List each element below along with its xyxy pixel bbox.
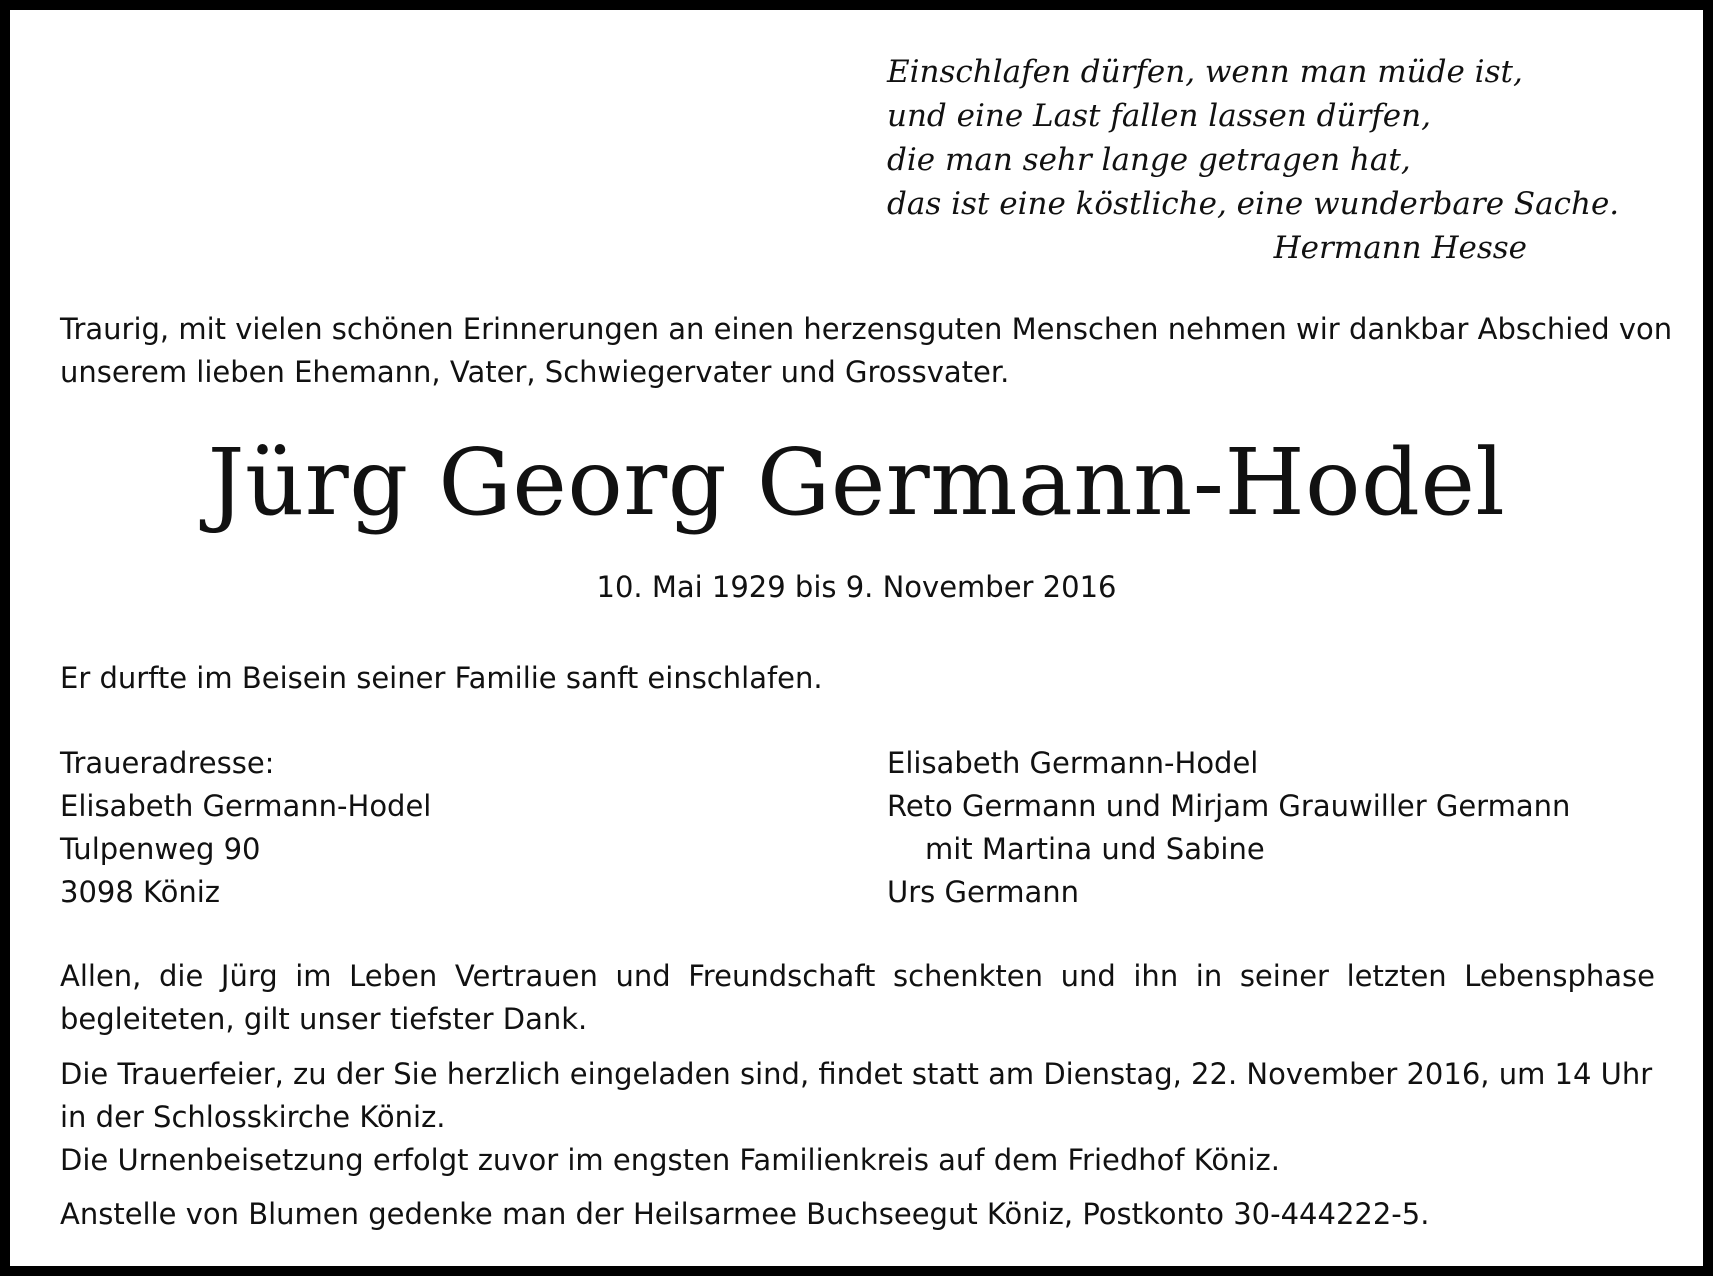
mourning-address	[60, 742, 431, 914]
life-dates: 10. Mai 1929 bis 9. November 2016	[596, 570, 1117, 604]
address-line: Tulpenweg 90	[60, 832, 261, 866]
poem-quote	[887, 50, 1620, 270]
family-member: Elisabeth Germann-Hodel	[887, 746, 1259, 780]
ceremony-info	[60, 1053, 1660, 1182]
poem-line: und eine Last fallen lassen dürfen,	[887, 98, 1431, 134]
family-member: mit Martina und Sabine	[925, 832, 1265, 866]
address-label: Traueradresse:	[60, 746, 275, 780]
intro-text	[60, 308, 1673, 394]
ceremony-line: Die Trauerfeier, zu der Sie herzlich eingeladen sind, findet statt am Dienstag, 22. November 2016, um 14 Uhr	[60, 1057, 1653, 1091]
obituary-notice	[10, 10, 1703, 1266]
family-member: Reto Germann und Mirjam Grauwiller Germann	[887, 789, 1571, 823]
poem-line: Einschlafen dürfen, wenn man müde ist,	[887, 54, 1523, 90]
intro-line: Traurig, mit vielen schönen Erinnerungen an einen herzensguten Menschen nehmen wir dankbar Abschied von	[60, 312, 1673, 346]
ceremony-line: Die Urnenbeisetzung erfolgt zuvor im engsten Familienkreis auf dem Friedhof Köniz.	[60, 1143, 1280, 1177]
poem-author: Hermann Hesse	[1273, 230, 1527, 266]
poem-line: das ist eine köstliche, eine wunderbare Sache.	[887, 186, 1620, 222]
poem-line: die man sehr lange getragen hat,	[887, 142, 1411, 178]
address-line: 3098 Köniz	[60, 875, 220, 909]
donation-note: Anstelle von Blumen gedenke man der Heilsarmee Buchseegut Köniz, Postkonto 30-444222-5.	[60, 1197, 1430, 1231]
family-list	[887, 742, 1570, 914]
ceremony-line: in der Schlosskirche Köniz.	[60, 1100, 446, 1134]
deceased-name: Jürg Georg Germann-Hodel	[207, 429, 1506, 536]
address-line: Elisabeth Germann-Hodel	[60, 789, 432, 823]
thanks-paragraph: Allen, die Jürg im Leben Vertrauen und Freundschaft schenkten und ihn in seiner letzten Lebensphase begleiteten, gilt unser tiefster Dank.	[60, 959, 1655, 1036]
family-member: Urs Germann	[887, 875, 1079, 909]
passing-text: Er durfte im Beisein seiner Familie sanft einschlafen.	[60, 661, 823, 695]
intro-line: unserem lieben Ehemann, Vater, Schwiegervater und Grossvater.	[60, 355, 1010, 389]
